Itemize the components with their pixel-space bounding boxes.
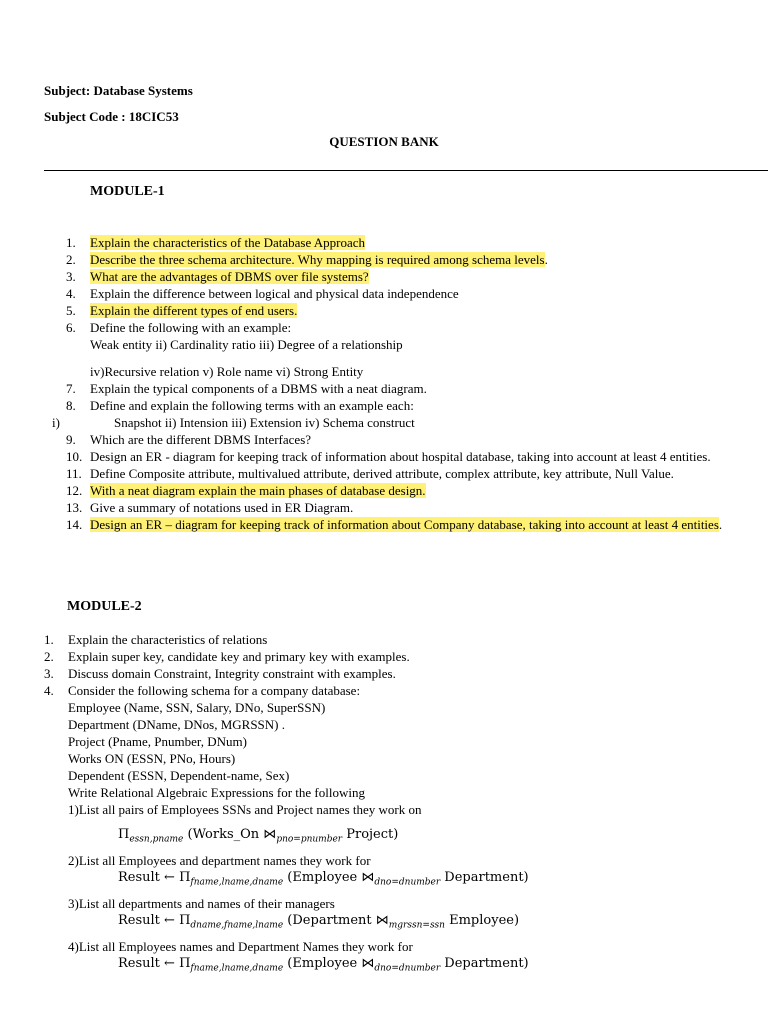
sub-question: 3)List all departments and names of their managers — [68, 896, 335, 911]
schema-line: Write Relational Algebraic Expressions for the following — [68, 785, 365, 800]
list-item: 12. With a neat diagram explain the main phases of database design. — [66, 483, 426, 498]
list-item: 1. Explain the characteristics of the Database Approach — [66, 235, 366, 250]
subject-line: Subject: Database Systems — [44, 83, 193, 98]
relational-algebra-formula: Result ← $\Pi_{fname,lname,dname}$ (Employee $⋈_{dno=dnumber}$ Department) — [118, 870, 529, 888]
list-item: 4. Consider the following schema for a company database: Employee (Name, SSN, Salary, DNo, SuperSSN) Department (DName, DNos, MGRSSN) . Project (Pname, Pnumber, DNum) Works ON (ESSN, PNo, Hours) Dependent (ESSN, Dependent-name, Sex) Write Relational Algebraic Expressions for the following 1)List all pairs of Employees SSNs and Project names they work on $\Pi_{essn,pname}$ (Works_On $⋈_{pno=pnumber}$ Project) 2)List all Employees and department names they work for Result ← $\Pi_{fname,lname,dname}$ (Employee $⋈_{dno=dnumber}$ Department) 3)List all departments and names of their managers Result ← $\Pi_{dname,fname,lname}$ (Department $⋈_{mgrssn=ssn}$ Employee) 4)List all Employees names and Department Names they work for Result ← $\Pi_{fname,lname,dname}$ (Employee $⋈_{dno=dnumber}$ Department) — [44, 682, 734, 973]
list-item: 4. Explain the difference between logical and physical data independence — [66, 286, 459, 301]
module-1-heading: MODULE-1 — [90, 184, 165, 199]
schema-line: Employee (Name, SSN, Salary, DNo, SuperSSN) — [68, 700, 326, 715]
list-item: 3. Discuss domain Constraint, Integrity constraint with examples. — [44, 666, 396, 681]
list-item: 2. Describe the three schema architecture. Why mapping is required among schema levels. — [66, 252, 548, 267]
subject-code-line: Subject Code : 18CIC53 — [44, 109, 179, 124]
relational-algebra-formula: $\Pi_{essn,pname}$ (Works_On $⋈_{pno=pnumber}$ Project) — [118, 827, 399, 845]
sub-question: 1)List all pairs of Employees SSNs and Project names they work on — [68, 802, 422, 817]
list-item: 13. Give a summary of notations used in ER Diagram. — [66, 500, 354, 515]
schema-line: Works ON (ESSN, PNo, Hours) — [68, 751, 236, 766]
sub-question: 2)List all Employees and department names they work for — [68, 853, 371, 868]
schema-line: Dependent (ESSN, Dependent-name, Sex) — [68, 768, 290, 783]
list-item: 10. Design an ER - diagram for keeping track of information about hospital database, taking into account at least 4 entities. — [66, 449, 711, 464]
relational-algebra-formula: Result ← $\Pi_{dname,fname,lname}$ (Department $⋈_{mgrssn=ssn}$ Employee) — [118, 913, 520, 931]
list-item: 5. Explain the different types of end users. — [66, 303, 298, 318]
page-title: QUESTION BANK — [329, 134, 439, 149]
schema-line: Department (DName, DNos, MGRSSN) . — [68, 717, 286, 732]
module-1-questions — [52, 234, 732, 533]
list-item: 11. Define Composite attribute, multivalued attribute, derived attribute, complex attribute, key attribute, Null Value. — [66, 466, 674, 481]
schema-line: Project (Pname, Pnumber, DNum) — [68, 734, 247, 749]
sub-question: 4)List all Employees names and Department Names they work for — [68, 939, 413, 954]
list-item: 6. Define the following with an example: Weak entity ii) Cardinality ratio iii) Degree of a relationship iv)Recursive relation v) Role name vi) Strong Entity — [66, 320, 403, 379]
list-item: 1. Explain the characteristics of relations — [44, 632, 268, 647]
relational-algebra-formula: Result ← $\Pi_{fname,lname,dname}$ (Employee $⋈_{dno=dnumber}$ Department) — [118, 956, 529, 974]
list-item: 3. What are the advantages of DBMS over file systems? — [66, 269, 369, 284]
list-item: 9. Which are the different DBMS Interfaces? — [66, 432, 312, 447]
list-item: 2. Explain super key, candidate key and primary key with examples. — [44, 649, 410, 664]
list-item: 7. Explain the typical components of a DBMS with a neat diagram. — [66, 381, 427, 396]
module-2-heading: MODULE-2 — [67, 599, 142, 614]
header-divider — [44, 170, 768, 171]
list-item: 8. Define and explain the following terms with an example each: i) Snapshot ii) Intension iii) Extension iv) Schema construct — [52, 398, 415, 430]
module-2-questions — [44, 631, 734, 981]
list-item: 14. Design an ER – diagram for keeping track of information about Company database, taking into account at least 4 entities. — [66, 517, 723, 532]
